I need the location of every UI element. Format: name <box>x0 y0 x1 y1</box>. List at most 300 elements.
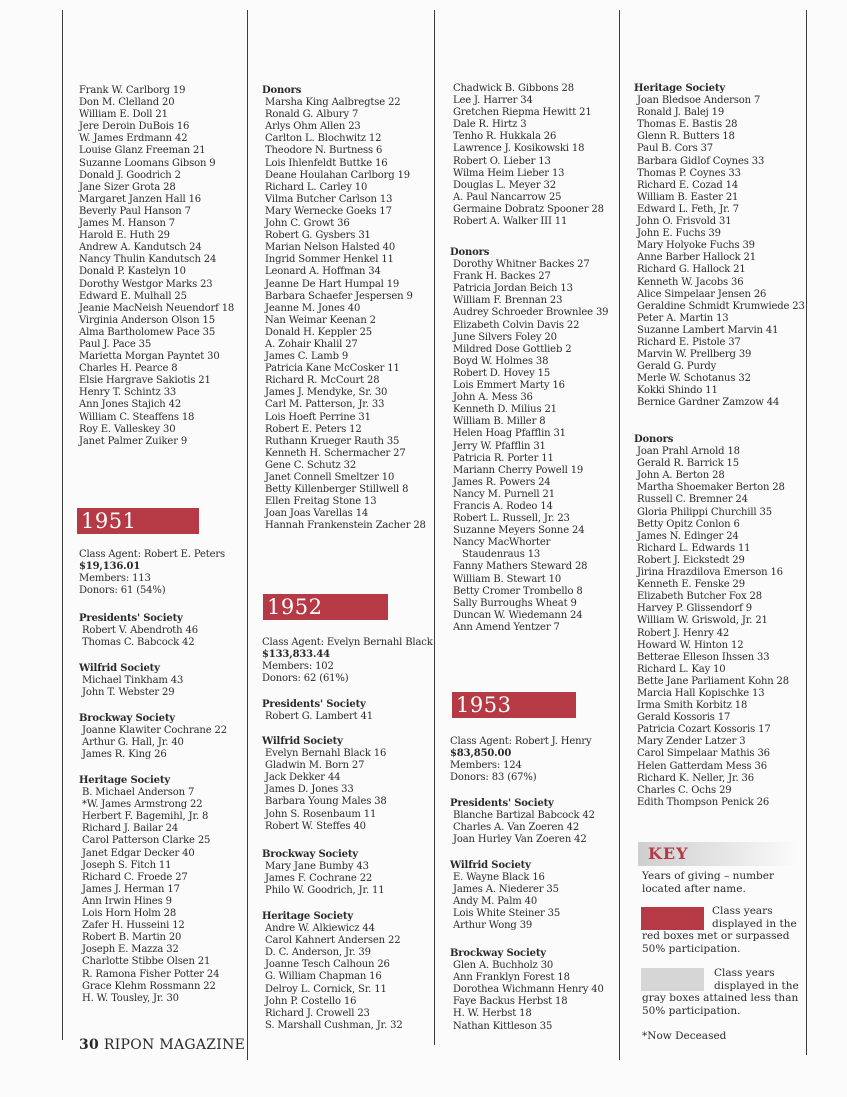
publication-title: RIPON MAGAZINE <box>103 1037 246 1053</box>
donor-name: Nancy M. Purnell 21 <box>453 488 555 500</box>
society-wilfrid-1951 <box>79 663 183 699</box>
donor-name: Jeanie MacNeish Neuendorf 18 <box>79 302 235 314</box>
donor-name: William E. Doll 21 <box>79 109 168 121</box>
donor-name: Gladwin M. Born 27 <box>265 760 365 772</box>
donor-name: Charles C. Ochs 29 <box>637 784 732 796</box>
donor-name: Lois Emmert Marty 16 <box>453 380 565 392</box>
donor-name: Ann Amend Yentzer 7 <box>453 621 560 633</box>
year-box-1953: 1953 <box>452 692 576 718</box>
donor-name: Barbara Young Males 38 <box>265 796 387 808</box>
section-heading: Wilfrid Society <box>450 860 531 871</box>
donor-name: Gerald G. Purdy <box>637 361 717 373</box>
donor-name: Peter A. Martin 13 <box>637 312 729 324</box>
donor-name: Herbert F. Bagemihl, Jr. 8 <box>82 811 209 823</box>
donor-name: A. Paul Nancarrow 25 <box>453 191 562 203</box>
donor-name: Ronald J. Balej 19 <box>637 107 725 119</box>
section-heading: Presidents' Society <box>262 699 366 710</box>
donor-name: Mary Wernecke Goeks 17 <box>265 205 392 217</box>
donor-name: Grace Klehm Rossmann 22 <box>82 980 216 992</box>
donor-name: Richard J. Bailar 24 <box>82 823 179 835</box>
donor-name: Margaret Janzen Hall 16 <box>79 193 201 205</box>
section-heading: Heritage Society <box>262 911 353 922</box>
donor-name: H. W. Tousley, Jr. 30 <box>82 992 179 1004</box>
donor-name: Robert O. Lieber 13 <box>453 155 551 167</box>
donor-name: Lois Horn Holm 28 <box>82 908 177 920</box>
donor-name: Howard W. Hinton 12 <box>637 639 744 651</box>
donor-name: James F. Cochrane 22 <box>265 873 373 885</box>
donor-name: Bernice Gardner Zamzow 44 <box>637 397 780 409</box>
column-rule <box>434 10 435 1045</box>
donor-name: Lois Hoeft Perrine 31 <box>265 411 371 423</box>
donor-name: Nancy Thulin Kandutsch 24 <box>79 254 217 266</box>
donor-name: James M. Hanson 7 <box>79 218 175 230</box>
donor-name: Louise Glanz Freeman 21 <box>79 145 206 157</box>
donor-name: Robert W. Steffes 40 <box>265 820 366 832</box>
donor-name: Jack Dekker 44 <box>265 772 341 784</box>
donor-name: John E. Fuchs 39 <box>637 228 721 240</box>
donor-name: Arlys Ohm Allen 23 <box>265 121 361 133</box>
society-heritage-1952 <box>262 911 403 1032</box>
donor-name: Jirina Hrazdilova Emerson 16 <box>637 567 783 579</box>
donor-name: Douglas L. Meyer 32 <box>453 179 556 191</box>
donor-name: Janet Edgar Decker 40 <box>82 847 195 859</box>
donor-name: Ann Irwin Hines 9 <box>82 895 172 907</box>
donor-name: Mary Holyoke Fuchs 39 <box>637 240 755 252</box>
donor-name: Francis A. Rodeo 14 <box>453 500 553 512</box>
key-line: located after name. <box>642 882 746 895</box>
donor-name: Blanche Bartizal Babcock 42 <box>453 810 595 822</box>
donor-name: Barbara Gidlof Coynes 33 <box>637 155 765 167</box>
donor-name: Leonard A. Hoffman 34 <box>265 266 381 278</box>
section-heading: Presidents' Society <box>450 798 554 809</box>
donor-name: R. Ramona Fisher Potter 24 <box>82 968 220 980</box>
class-amount: $133,833.44 <box>262 649 330 661</box>
donor-name: Suzanne Meyers Sonne 24 <box>453 525 585 537</box>
donor-name: Suzanne Loomans Gibson 9 <box>79 157 216 169</box>
donor-name: William B. Easter 21 <box>637 191 739 203</box>
section-heading: Heritage Society <box>634 83 725 94</box>
donor-name: Bette Jane Parliament Kohn 28 <box>637 675 789 687</box>
donor-name: Robert D. Hovey 15 <box>453 367 551 379</box>
deceased-note: *Now Deceased <box>642 1030 727 1042</box>
donor-name: James D. Jones 33 <box>265 784 354 796</box>
donor-name: James J. Mendyke, Sr. 30 <box>265 387 388 399</box>
donor-name: D. C. Anderson, Jr. 39 <box>265 947 371 959</box>
donor-name: Mary Zender Latzer 3 <box>637 736 746 748</box>
donor-name: Paul J. Pace 35 <box>79 338 152 350</box>
section-heading: Wilfrid Society <box>262 736 343 747</box>
class-donors: Donors: 83 (67%) <box>450 772 537 784</box>
society-heritage-1953 <box>634 83 805 410</box>
donor-name: H. W. Herbst 18 <box>453 1008 532 1020</box>
gray-key-text <box>714 967 799 992</box>
donor-name: Kenneth D. Milius 21 <box>453 404 557 416</box>
donor-name: Gerald Kossoris 17 <box>637 712 731 724</box>
donor-name: Edward L. Feth, Jr. 7 <box>637 203 739 215</box>
class-agent: Class Agent: Robert E. Peters <box>79 549 226 560</box>
donor-name: Thomas E. Bastis 28 <box>637 119 738 131</box>
society-heritage-1951 <box>79 775 219 1005</box>
donor-name: James R. Powers 24 <box>453 476 551 488</box>
society-presidents-1951 <box>79 613 198 649</box>
year-box-1952: 1952 <box>263 594 388 620</box>
donor-name: Robert G. Lambert 41 <box>265 711 373 723</box>
donor-name: G. William Chapman 16 <box>265 971 382 983</box>
donor-name: Gloria Philippi Churchill 35 <box>637 506 772 518</box>
donor-name: Thomas C. Babcock 42 <box>82 637 195 649</box>
donor-name: Philo W. Goodrich, Jr. 11 <box>265 885 385 897</box>
donor-name: Michael Tinkham 43 <box>82 675 184 687</box>
donor-name: Paul B. Cors 37 <box>637 143 714 155</box>
donor-name: Joanne Tesch Calhoun 26 <box>265 959 390 971</box>
section-heading: Presidents' Society <box>79 613 183 624</box>
donor-name: Janet Connell Smeltzer 10 <box>265 472 395 483</box>
donor-name: William B. Stewart 10 <box>453 573 562 585</box>
donor-name: Martha Shoemaker Berton 28 <box>637 482 785 494</box>
donor-name: Richard G. Hallock 21 <box>637 264 746 276</box>
donor-name: Glen A. Buchholz 30 <box>453 960 554 972</box>
donor-name: Carol Simpelaar Mathis 36 <box>637 748 770 760</box>
donor-name: Don M. Clelland 20 <box>79 97 175 109</box>
donor-name: Charles H. Pearce 8 <box>79 363 178 375</box>
donor-name: Joan Joas Varellas 14 <box>265 508 369 520</box>
donor-name: Barbara Schaefer Jespersen 9 <box>265 290 413 302</box>
donor-name: Irma Smith Korbitz 18 <box>637 700 748 712</box>
donor-name: Robert E. Peters 12 <box>265 423 362 435</box>
donor-name: Dorothea Wichmann Henry 40 <box>453 984 604 996</box>
donor-name: Betterae Elleson Ihssen 33 <box>637 651 770 663</box>
donor-name: Carol Kahnert Andersen 22 <box>265 935 401 947</box>
donor-name: Kenneth E. Fenske 29 <box>637 579 745 591</box>
donor-name: Boyd W. Holmes 38 <box>453 355 549 367</box>
donor-name: Dorothy Westgor Marks 23 <box>79 278 213 290</box>
donor-name: Richard L. Carley 10 <box>265 181 368 193</box>
class-info-1953 <box>450 736 592 784</box>
donor-name: Jane Sizer Grota 28 <box>79 181 176 193</box>
class-amount: $19,136.01 <box>79 561 141 573</box>
donor-name: Elizabeth Colvin Davis 22 <box>453 319 580 331</box>
donor-name: Andy M. Palm 40 <box>453 896 538 908</box>
donor-name: James C. Lamb 9 <box>265 351 349 363</box>
donor-name: Joanne Klawiter Cochrane 22 <box>82 725 227 737</box>
donor-name: Lee J. Harrer 34 <box>453 95 533 107</box>
donor-name: Mariann Cherry Powell 19 <box>453 464 584 476</box>
column-rule <box>806 10 807 1055</box>
donor-name: William F. Brennan 23 <box>453 295 563 307</box>
red-swatch <box>641 907 704 930</box>
donor-name: Frank W. Carlborg 19 <box>79 85 186 96</box>
donor-name: Marietta Morgan Payntet 30 <box>79 351 220 363</box>
donor-name: Mary Jane Bumby 43 <box>265 861 369 873</box>
class-members: Members: 102 <box>262 661 334 673</box>
red-key-text <box>712 905 797 930</box>
donor-name: James A. Niederer 35 <box>453 884 559 896</box>
donor-name: W. James Erdmann 42 <box>79 133 188 145</box>
donor-name: Gerald R. Barrick 15 <box>637 458 739 470</box>
donor-name: John O. Frisvold 31 <box>637 216 732 228</box>
class-donors: Donors: 61 (54%) <box>79 585 166 597</box>
donor-name: Richard E. Pistole 37 <box>637 336 741 348</box>
donor-name: Wilma Heim Lieber 13 <box>453 167 565 179</box>
society-brockway-1951 <box>79 713 227 761</box>
donor-name: Duncan W. Wiedemann 24 <box>453 609 583 621</box>
society-wilfrid-1953 <box>450 860 560 933</box>
donor-name: Lawrence J. Kosikowski 18 <box>453 143 585 155</box>
donor-name: Deane Houlahan Carlborg 19 <box>265 169 410 181</box>
donor-name: Marian Nelson Halsted 40 <box>265 242 396 254</box>
donor-name: Elsie Hargrave Sakiotis 21 <box>79 375 211 387</box>
donor-name: Betty Opitz Conlon 6 <box>637 518 740 530</box>
donor-name: Elizabeth Butcher Fox 28 <box>637 591 762 603</box>
donor-name: Theodore N. Burtness 6 <box>265 145 383 157</box>
class-amount: $83,850.00 <box>450 748 512 760</box>
donor-name: Edith Thompson Penick 26 <box>637 796 770 808</box>
donor-name: *W. James Armstrong 22 <box>82 799 203 811</box>
donor-name: Joan Prahl Arnold 18 <box>637 446 740 458</box>
donors-1952 <box>450 247 608 634</box>
donor-name: Arthur G. Hall, Jr. 40 <box>82 737 184 749</box>
donor-name: Ann Jones Stajich 42 <box>79 399 182 411</box>
donor-name: Merle W. Schotanus 32 <box>637 373 751 385</box>
donor-name: Dorothy Whitner Backes 27 <box>453 259 590 271</box>
class-info-1951 <box>79 549 225 597</box>
donor-name: Zafer H. Husseini 12 <box>82 920 185 932</box>
donor-name: James J. Herman 17 <box>82 883 180 895</box>
column-rule <box>619 10 620 1060</box>
section-heading: Donors <box>262 85 302 96</box>
donor-name: Fanny Mathers Steward 28 <box>453 561 588 573</box>
donor-name: Richard C. Froede 27 <box>82 871 188 883</box>
donor-name: Helen Gatterdam Mess 36 <box>637 760 767 772</box>
donor-name: Frank H. Backes 27 <box>453 271 551 283</box>
donor-name: Vilma Butcher Carlson 13 <box>265 193 393 205</box>
donor-name: James R. King 26 <box>82 749 167 761</box>
key-line: Class years <box>714 967 775 979</box>
donor-name: Carol Patterson Clarke 25 <box>82 835 211 847</box>
key-line: displayed in the <box>712 917 797 930</box>
column-rule <box>247 10 248 1060</box>
donor-name: Andrew A. Kandutsch 24 <box>79 242 202 254</box>
donor-name: Robert L. Russell, Jr. 23 <box>453 513 570 525</box>
donor-name: Robert J. Henry 42 <box>637 627 730 639</box>
donor-name: Kenneth H. Schermacher 27 <box>265 447 406 459</box>
donors-1953 <box>634 434 789 809</box>
donor-name: B. Michael Anderson 7 <box>82 787 195 799</box>
donor-name: Sally Burroughs Wheat 9 <box>453 597 577 609</box>
donor-name: Patricia Cozart Kossoris 17 <box>637 724 771 736</box>
donor-name: John A. Mess 36 <box>453 392 533 404</box>
donor-name: William B. Miller 8 <box>453 416 546 428</box>
donor-name: Donald J. Goodrich 2 <box>79 169 181 181</box>
key-heading: KEY <box>638 842 798 866</box>
donor-name: Betty Cromer Trombello 8 <box>453 585 583 597</box>
class-agent: Class Agent: Evelyn Bernahl Black <box>262 637 433 648</box>
key-line: 50% participation. <box>642 942 741 955</box>
society-presidents-1952 <box>262 699 373 723</box>
gray-swatch <box>641 968 704 991</box>
donor-name: Marcia Hall Kopischke 13 <box>637 687 765 699</box>
donor-name: Harold E. Huth 29 <box>79 230 170 242</box>
donor-name: Kenneth W. Jacobs 36 <box>637 276 744 288</box>
donor-name: John P. Costello 16 <box>265 995 357 1007</box>
donor-name: John A. Berton 28 <box>637 470 725 482</box>
donor-name: Nancy MacWhorter <box>453 537 551 549</box>
gray-key-text-cont <box>642 992 798 1017</box>
donor-name: Betty Killenberger Stillwell 8 <box>265 484 409 496</box>
donor-name: Delroy L. Cornick, Sr. 11 <box>265 983 387 995</box>
donor-name: Richard R. McCourt 28 <box>265 375 380 387</box>
donor-name: Richard L. Kay 10 <box>637 663 726 675</box>
key-line: Years of giving – number <box>642 870 774 882</box>
donor-name: Mildred Dose Gottlieb 2 <box>453 343 572 355</box>
section-heading: Wilfrid Society <box>79 663 160 674</box>
name-list <box>79 85 234 448</box>
donor-name: Anne Barber Hallock 21 <box>637 252 756 264</box>
donor-name: Richard K. Neller, Jr. 36 <box>637 772 754 784</box>
donor-name: Richard E. Cozad 14 <box>637 179 739 191</box>
donor-name: Ingrid Sommer Henkel 11 <box>265 254 394 266</box>
donor-name: Helen Hoag Pfafflin 31 <box>453 428 566 440</box>
donor-name: Janet Palmer Zuiker 9 <box>79 435 188 447</box>
donor-name: E. Wayne Black 16 <box>453 872 545 884</box>
donor-name: Geraldine Schmidt Krumwiede 23 <box>637 300 805 312</box>
donor-name: Thomas P. Coynes 33 <box>637 167 741 179</box>
class-agent: Class Agent: Robert J. Henry <box>450 736 592 747</box>
donor-name: Jeanne M. Jones 40 <box>265 302 361 314</box>
section-heading: Donors <box>450 247 490 258</box>
section-heading: Donors <box>634 434 674 445</box>
year-box-1951: 1951 <box>77 508 199 534</box>
donor-name: Nan Weimar Keenan 2 <box>265 314 376 326</box>
class-info-1952 <box>262 637 433 685</box>
donor-name: John S. Rosenbaum 11 <box>265 808 377 820</box>
donor-name: John T. Webster 29 <box>82 687 175 699</box>
donor-name: Alma Bartholomew Pace 35 <box>79 326 216 338</box>
donor-name: Henry T. Schintz 33 <box>79 387 177 399</box>
donor-name: Carl M. Patterson, Jr. 33 <box>265 399 385 411</box>
section-heading: Heritage Society <box>79 775 170 786</box>
page-number: 30 <box>79 1037 100 1053</box>
donor-name: Ellen Freitag Stone 13 <box>265 496 377 508</box>
society-brockway-1953 <box>450 948 604 1033</box>
donor-name: Robert V. Abendroth 46 <box>82 625 198 637</box>
key-line: gray boxes attained less than <box>642 992 799 1004</box>
donor-name: Virginia Anderson Olson 15 <box>79 314 215 326</box>
donor-name: Glenn R. Butters 18 <box>637 131 735 143</box>
donor-name: Jeanne De Hart Humpal 19 <box>265 278 400 290</box>
donor-name: Donald H. Keppler 25 <box>265 326 373 338</box>
donor-name: Nathan Kittleson 35 <box>453 1020 553 1032</box>
key-line: displayed in the <box>714 979 799 992</box>
donor-name: Joseph E. Mazza 32 <box>82 944 179 956</box>
donor-name: John C. Growt 36 <box>265 218 350 230</box>
donor-name: Andre W. Alkiewicz 44 <box>265 923 375 935</box>
donor-name: Dale R. Hirtz 3 <box>453 119 527 131</box>
key-line: Class years <box>712 905 773 917</box>
donor-name: Faye Backus Herbst 18 <box>453 996 568 1008</box>
donor-name: Russell C. Bremner 24 <box>637 494 748 506</box>
donor-name: Alice Simpelaar Jensen 26 <box>637 288 767 300</box>
donor-name: Kokki Shindo 11 <box>637 385 718 397</box>
section-heading: Brockway Society <box>79 713 175 724</box>
donor-name: Robert A. Walker III 11 <box>453 216 568 228</box>
donor-name: Joan Bledsoe Anderson 7 <box>637 95 761 107</box>
donor-name: A. Zohair Khalil 27 <box>265 338 358 350</box>
donor-name: Marsha King Aalbregtse 22 <box>265 97 401 109</box>
section-heading: Brockway Society <box>450 948 546 959</box>
donor-name: Lois Ihlenfeldt Buttke 16 <box>265 157 388 169</box>
donor-name: Robert J. Eickstedt 29 <box>637 554 745 566</box>
donor-name: Audrey Schroeder Brownlee 39 <box>453 307 609 319</box>
donors-1951 <box>262 85 426 532</box>
donor-name: Donald P. Kastelyn 10 <box>79 266 186 278</box>
donor-name: June Silvers Foley 20 <box>453 331 557 343</box>
key-line: red boxes met or surpassed <box>642 930 790 942</box>
donor-name: Charles A. Van Zoeren 42 <box>453 822 580 834</box>
donor-name: Patricia Jordan Beich 13 <box>453 283 573 295</box>
donor-name: Robert G. Gysbers 31 <box>265 230 371 242</box>
donor-name: Harvey P. Glissendorf 9 <box>637 603 752 615</box>
red-key-text-cont <box>642 930 789 955</box>
donor-name: William C. Steaffens 18 <box>79 411 195 423</box>
key-line: 50% participation. <box>642 1004 741 1017</box>
donor-name: William W. Griswold, Jr. 21 <box>637 615 768 627</box>
donor-name: Arthur Wong 39 <box>453 920 533 932</box>
donor-name: Patricia R. Porter 11 <box>453 452 554 464</box>
donor-name: Patricia Kane McCosker 11 <box>265 363 400 375</box>
donor-name: Jerry W. Pfafflin 31 <box>453 440 546 452</box>
donor-name: Chadwick B. Gibbons 28 <box>453 83 574 94</box>
section-heading: Brockway Society <box>262 849 358 860</box>
donor-name: Charlotte Stibbe Olsen 21 <box>82 956 211 968</box>
donor-name: Gene C. Schutz 32 <box>265 459 357 471</box>
donor-name: Beverly Paul Hanson 7 <box>79 205 191 217</box>
class-members: Members: 113 <box>79 573 151 585</box>
donor-name: Hannah Frankenstein Zacher 28 <box>265 520 426 532</box>
donor-name: Germaine Dobratz Spooner 28 <box>453 203 604 215</box>
donor-name: S. Marshall Cushman, Jr. 32 <box>265 1019 403 1031</box>
donor-name: Ruthann Krueger Rauth 35 <box>265 435 400 447</box>
class-members: Members: 124 <box>450 760 522 772</box>
donor-name: Robert B. Martin 20 <box>82 932 182 944</box>
donor-name: Suzanne Lambert Marvin 41 <box>637 324 779 336</box>
donor-name: Gretchen Riepma Hewitt 21 <box>453 107 592 119</box>
society-presidents-1953 <box>450 798 595 846</box>
society-wilfrid-1952 <box>262 736 387 833</box>
donor-name: James N. Edinger 24 <box>637 530 739 542</box>
donor-name: Evelyn Bernahl Black 16 <box>265 748 387 760</box>
donor-name: Tenho R. Hukkala 26 <box>453 131 557 143</box>
donor-name: Staudenraus 13 <box>462 549 541 561</box>
society-brockway-1952 <box>262 849 384 897</box>
donor-name: Carlton L. Blochwitz 12 <box>265 133 382 145</box>
donor-name: Jere Deroin DuBois 16 <box>79 121 190 133</box>
donor-name: Joseph S. Fitch 11 <box>82 859 172 871</box>
key-description <box>642 870 774 895</box>
donor-name: Roy E. Valleskey 30 <box>79 423 176 435</box>
class-donors: Donors: 62 (61%) <box>262 673 349 685</box>
donor-name: Marvin W. Prellberg 39 <box>637 349 752 361</box>
donor-name: Ann Franklyn Forest 18 <box>453 972 570 984</box>
donor-name: Ronald G. Albury 7 <box>265 109 359 121</box>
donor-name: Edward E. Mulhall 25 <box>79 290 187 302</box>
donor-name: Joan Hurley Van Zoeren 42 <box>453 834 587 846</box>
donor-name: Richard J. Crowell 23 <box>265 1007 370 1019</box>
donor-name: Richard L. Edwards 11 <box>637 542 751 554</box>
page-footer <box>79 1037 245 1053</box>
column-rule <box>62 10 63 1040</box>
donor-name: Lois White Steiner 35 <box>453 908 561 920</box>
